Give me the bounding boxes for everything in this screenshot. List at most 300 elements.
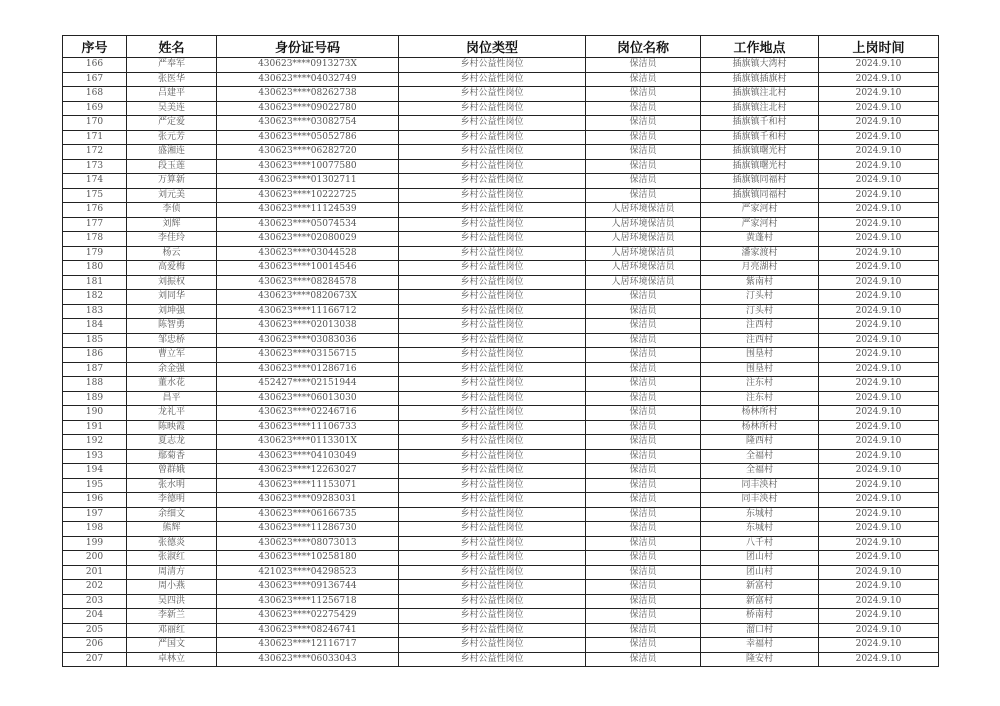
cell-job-title: 保洁员 — [586, 609, 701, 624]
cell-job-title: 保洁员 — [586, 580, 701, 595]
table-row — [63, 261, 939, 276]
cell-work-location: 注东村 — [701, 391, 819, 406]
cell-job-title: 保洁员 — [586, 638, 701, 653]
cell-job-title: 保洁员 — [586, 522, 701, 537]
cell-start-date: 2024.9.10 — [819, 145, 939, 160]
cell-start-date: 2024.9.10 — [819, 449, 939, 464]
cell-name: 曹立军 — [127, 348, 217, 363]
cell-job-title: 人居环境保洁员 — [586, 203, 701, 218]
cell-index: 184 — [63, 319, 127, 334]
header-index: 序号 — [63, 36, 127, 58]
cell-job-title: 保洁员 — [586, 507, 701, 522]
table-row — [63, 217, 939, 232]
cell-id-number: 430623****09022780 — [217, 101, 399, 116]
cell-index: 200 — [63, 551, 127, 566]
cell-job-type: 乡村公益性岗位 — [399, 435, 586, 450]
cell-work-location: 东城村 — [701, 522, 819, 537]
table-row — [63, 522, 939, 537]
cell-name: 周清方 — [127, 565, 217, 580]
cell-job-type: 乡村公益性岗位 — [399, 449, 586, 464]
cell-index: 196 — [63, 493, 127, 508]
header-start-date: 上岗时间 — [819, 36, 939, 58]
cell-work-location: 新富村 — [701, 580, 819, 595]
cell-name: 邓丽红 — [127, 623, 217, 638]
cell-start-date: 2024.9.10 — [819, 290, 939, 305]
cell-id-number: 430623****04032749 — [217, 72, 399, 87]
cell-job-type: 乡村公益性岗位 — [399, 101, 586, 116]
cell-start-date: 2024.9.10 — [819, 116, 939, 131]
cell-work-location: 插旗镇插旗村 — [701, 72, 819, 87]
cell-work-location: 围垦村 — [701, 348, 819, 363]
cell-index: 181 — [63, 275, 127, 290]
cell-job-title: 保洁员 — [586, 159, 701, 174]
cell-index: 168 — [63, 87, 127, 102]
cell-job-type: 乡村公益性岗位 — [399, 130, 586, 145]
cell-id-number: 430623****02275429 — [217, 609, 399, 624]
cell-job-type: 乡村公益性岗位 — [399, 580, 586, 595]
cell-job-type: 乡村公益性岗位 — [399, 623, 586, 638]
cell-index: 198 — [63, 522, 127, 537]
cell-index: 195 — [63, 478, 127, 493]
cell-start-date: 2024.9.10 — [819, 493, 939, 508]
cell-job-title: 保洁员 — [586, 594, 701, 609]
cell-work-location: 插旗镇同福村 — [701, 174, 819, 189]
cell-start-date: 2024.9.10 — [819, 130, 939, 145]
cell-job-title: 保洁员 — [586, 565, 701, 580]
cell-job-title: 人居环境保洁员 — [586, 261, 701, 276]
cell-job-type: 乡村公益性岗位 — [399, 261, 586, 276]
table-row — [63, 130, 939, 145]
cell-id-number: 430623****02246716 — [217, 406, 399, 421]
header-row — [63, 36, 939, 58]
cell-name: 刘元美 — [127, 188, 217, 203]
cell-id-number: 430623****0913273X — [217, 58, 399, 73]
cell-name: 余细文 — [127, 507, 217, 522]
cell-id-number: 430623****12263027 — [217, 464, 399, 479]
cell-start-date: 2024.9.10 — [819, 319, 939, 334]
cell-index: 191 — [63, 420, 127, 435]
cell-job-type: 乡村公益性岗位 — [399, 522, 586, 537]
cell-index: 178 — [63, 232, 127, 247]
table-row — [63, 493, 939, 508]
cell-id-number: 430623****10077580 — [217, 159, 399, 174]
table-row — [63, 188, 939, 203]
cell-index: 182 — [63, 290, 127, 305]
cell-id-number: 430623****04103049 — [217, 449, 399, 464]
cell-work-location: 杨林所村 — [701, 420, 819, 435]
cell-job-title: 保洁员 — [586, 188, 701, 203]
cell-work-location: 插旗镇注北村 — [701, 87, 819, 102]
cell-index: 207 — [63, 652, 127, 667]
cell-name: 万算新 — [127, 174, 217, 189]
cell-job-title: 保洁员 — [586, 101, 701, 116]
cell-start-date: 2024.9.10 — [819, 478, 939, 493]
cell-start-date: 2024.9.10 — [819, 435, 939, 450]
cell-index: 180 — [63, 261, 127, 276]
cell-index: 188 — [63, 377, 127, 392]
cell-id-number: 430623****01286716 — [217, 362, 399, 377]
table-row — [63, 174, 939, 189]
cell-index: 192 — [63, 435, 127, 450]
cell-work-location: 团山村 — [701, 565, 819, 580]
cell-id-number: 430623****11124539 — [217, 203, 399, 218]
cell-index: 186 — [63, 348, 127, 363]
cell-id-number: 430623****08262738 — [217, 87, 399, 102]
table-row — [63, 203, 939, 218]
cell-start-date: 2024.9.10 — [819, 362, 939, 377]
cell-start-date: 2024.9.10 — [819, 174, 939, 189]
cell-id-number: 430623****06166735 — [217, 507, 399, 522]
cell-job-type: 乡村公益性岗位 — [399, 217, 586, 232]
cell-name: 邹忠桥 — [127, 333, 217, 348]
cell-job-type: 乡村公益性岗位 — [399, 536, 586, 551]
cell-job-title: 保洁员 — [586, 464, 701, 479]
cell-index: 199 — [63, 536, 127, 551]
cell-work-location: 幸福村 — [701, 638, 819, 653]
table-row — [63, 594, 939, 609]
cell-index: 174 — [63, 174, 127, 189]
cell-job-type: 乡村公益性岗位 — [399, 203, 586, 218]
table-row — [63, 72, 939, 87]
table-row — [63, 420, 939, 435]
cell-index: 167 — [63, 72, 127, 87]
cell-work-location: 插旗镇曙光村 — [701, 145, 819, 160]
cell-start-date: 2024.9.10 — [819, 638, 939, 653]
cell-name: 陈智勇 — [127, 319, 217, 334]
cell-job-type: 乡村公益性岗位 — [399, 304, 586, 319]
cell-index: 172 — [63, 145, 127, 160]
cell-name: 张医华 — [127, 72, 217, 87]
cell-name: 张德炎 — [127, 536, 217, 551]
cell-job-title: 保洁员 — [586, 391, 701, 406]
cell-job-title: 保洁员 — [586, 449, 701, 464]
cell-work-location: 汀头村 — [701, 304, 819, 319]
table-row — [63, 116, 939, 131]
cell-name: 龙礼平 — [127, 406, 217, 421]
cell-work-location: 插旗镇千和村 — [701, 116, 819, 131]
cell-job-type: 乡村公益性岗位 — [399, 290, 586, 305]
cell-id-number: 430623****01302711 — [217, 174, 399, 189]
cell-start-date: 2024.9.10 — [819, 348, 939, 363]
cell-start-date: 2024.9.10 — [819, 246, 939, 261]
cell-name: 刘辉 — [127, 217, 217, 232]
cell-index: 190 — [63, 406, 127, 421]
table-row — [63, 406, 939, 421]
cell-id-number: 421023****04298523 — [217, 565, 399, 580]
cell-job-type: 乡村公益性岗位 — [399, 594, 586, 609]
cell-start-date: 2024.9.10 — [819, 87, 939, 102]
cell-job-type: 乡村公益性岗位 — [399, 406, 586, 421]
table-row — [63, 232, 939, 247]
cell-name: 刘同华 — [127, 290, 217, 305]
cell-work-location: 同丰泱村 — [701, 493, 819, 508]
cell-id-number: 430623****09283031 — [217, 493, 399, 508]
cell-start-date: 2024.9.10 — [819, 580, 939, 595]
cell-name: 吴美连 — [127, 101, 217, 116]
table-row — [63, 377, 939, 392]
cell-job-type: 乡村公益性岗位 — [399, 87, 586, 102]
table-row — [63, 87, 939, 102]
cell-id-number: 430623****11153071 — [217, 478, 399, 493]
cell-start-date: 2024.9.10 — [819, 594, 939, 609]
cell-name: 夏志龙 — [127, 435, 217, 450]
cell-start-date: 2024.9.10 — [819, 377, 939, 392]
cell-job-type: 乡村公益性岗位 — [399, 652, 586, 667]
cell-work-location: 严家河村 — [701, 203, 819, 218]
cell-job-title: 保洁员 — [586, 72, 701, 87]
cell-id-number: 430623****03082754 — [217, 116, 399, 131]
cell-job-type: 乡村公益性岗位 — [399, 493, 586, 508]
table-row — [63, 101, 939, 116]
cell-id-number: 430623****06033043 — [217, 652, 399, 667]
cell-start-date: 2024.9.10 — [819, 159, 939, 174]
cell-work-location: 插旗镇同福村 — [701, 188, 819, 203]
table-row — [63, 290, 939, 305]
cell-start-date: 2024.9.10 — [819, 623, 939, 638]
cell-start-date: 2024.9.10 — [819, 522, 939, 537]
cell-job-title: 保洁员 — [586, 58, 701, 73]
cell-work-location: 插旗镇曙光村 — [701, 159, 819, 174]
cell-job-type: 乡村公益性岗位 — [399, 319, 586, 334]
cell-start-date: 2024.9.10 — [819, 232, 939, 247]
cell-name: 鄢菊香 — [127, 449, 217, 464]
cell-index: 166 — [63, 58, 127, 73]
cell-job-title: 保洁员 — [586, 623, 701, 638]
cell-id-number: 430623****02013038 — [217, 319, 399, 334]
cell-name: 陈映霞 — [127, 420, 217, 435]
cell-start-date: 2024.9.10 — [819, 652, 939, 667]
cell-id-number: 430623****10258180 — [217, 551, 399, 566]
cell-job-type: 乡村公益性岗位 — [399, 116, 586, 131]
cell-name: 卓林立 — [127, 652, 217, 667]
cell-id-number: 430623****02080029 — [217, 232, 399, 247]
cell-id-number: 430623****03083036 — [217, 333, 399, 348]
cell-job-title: 保洁员 — [586, 87, 701, 102]
cell-id-number: 430623****05074534 — [217, 217, 399, 232]
cell-name: 张水明 — [127, 478, 217, 493]
cell-job-title: 保洁员 — [586, 478, 701, 493]
cell-id-number: 430623****08246741 — [217, 623, 399, 638]
cell-index: 175 — [63, 188, 127, 203]
cell-name: 董水花 — [127, 377, 217, 392]
cell-index: 170 — [63, 116, 127, 131]
cell-name: 段玉莲 — [127, 159, 217, 174]
cell-index: 204 — [63, 609, 127, 624]
cell-job-title: 人居环境保洁员 — [586, 232, 701, 247]
cell-job-type: 乡村公益性岗位 — [399, 232, 586, 247]
cell-job-type: 乡村公益性岗位 — [399, 565, 586, 580]
cell-index: 169 — [63, 101, 127, 116]
cell-id-number: 452427****02151944 — [217, 377, 399, 392]
cell-id-number: 430623****08284578 — [217, 275, 399, 290]
cell-id-number: 430623****10222725 — [217, 188, 399, 203]
cell-job-type: 乡村公益性岗位 — [399, 159, 586, 174]
cell-work-location: 汀头村 — [701, 290, 819, 305]
cell-work-location: 隆安村 — [701, 652, 819, 667]
cell-job-title: 人居环境保洁员 — [586, 275, 701, 290]
cell-job-title: 保洁员 — [586, 377, 701, 392]
cell-job-type: 乡村公益性岗位 — [399, 391, 586, 406]
table-row — [63, 449, 939, 464]
table-row — [63, 623, 939, 638]
cell-work-location: 桥南村 — [701, 609, 819, 624]
cell-start-date: 2024.9.10 — [819, 406, 939, 421]
cell-work-location: 杨林所村 — [701, 406, 819, 421]
cell-job-title: 保洁员 — [586, 304, 701, 319]
cell-name: 熊辉 — [127, 522, 217, 537]
cell-job-type: 乡村公益性岗位 — [399, 507, 586, 522]
table-row — [63, 565, 939, 580]
table-row — [63, 638, 939, 653]
cell-work-location: 溜口村 — [701, 623, 819, 638]
cell-id-number: 430623****03156715 — [217, 348, 399, 363]
cell-index: 203 — [63, 594, 127, 609]
cell-job-type: 乡村公益性岗位 — [399, 420, 586, 435]
cell-name: 张淑红 — [127, 551, 217, 566]
cell-job-title: 保洁员 — [586, 435, 701, 450]
cell-start-date: 2024.9.10 — [819, 188, 939, 203]
cell-work-location: 八千村 — [701, 536, 819, 551]
cell-job-title: 保洁员 — [586, 116, 701, 131]
cell-job-title: 保洁员 — [586, 333, 701, 348]
cell-job-title: 人居环境保洁员 — [586, 246, 701, 261]
table-row — [63, 362, 939, 377]
cell-work-location: 注西村 — [701, 319, 819, 334]
cell-name: 吕建平 — [127, 87, 217, 102]
cell-work-location: 注东村 — [701, 377, 819, 392]
cell-name: 严国文 — [127, 638, 217, 653]
cell-work-location: 东城村 — [701, 507, 819, 522]
header-job-title: 岗位名称 — [586, 36, 701, 58]
cell-name: 周小燕 — [127, 580, 217, 595]
cell-job-title: 保洁员 — [586, 493, 701, 508]
cell-name: 余金强 — [127, 362, 217, 377]
cell-id-number: 430623****06013030 — [217, 391, 399, 406]
cell-start-date: 2024.9.10 — [819, 333, 939, 348]
cell-name: 张元芳 — [127, 130, 217, 145]
table-row — [63, 58, 939, 73]
cell-work-location: 潘家渡村 — [701, 246, 819, 261]
cell-index: 189 — [63, 391, 127, 406]
cell-name: 吴四洪 — [127, 594, 217, 609]
cell-job-type: 乡村公益性岗位 — [399, 246, 586, 261]
cell-index: 187 — [63, 362, 127, 377]
table-body — [63, 58, 939, 667]
cell-start-date: 2024.9.10 — [819, 551, 939, 566]
cell-work-location: 同丰泱村 — [701, 478, 819, 493]
cell-start-date: 2024.9.10 — [819, 391, 939, 406]
cell-job-type: 乡村公益性岗位 — [399, 72, 586, 87]
staff-table — [62, 35, 939, 667]
cell-name: 高爱梅 — [127, 261, 217, 276]
cell-job-type: 乡村公益性岗位 — [399, 58, 586, 73]
cell-index: 202 — [63, 580, 127, 595]
cell-job-title: 人居环境保洁员 — [586, 217, 701, 232]
cell-start-date: 2024.9.10 — [819, 304, 939, 319]
cell-index: 206 — [63, 638, 127, 653]
cell-job-type: 乡村公益性岗位 — [399, 478, 586, 493]
cell-start-date: 2024.9.10 — [819, 217, 939, 232]
cell-work-location: 严家河村 — [701, 217, 819, 232]
cell-job-type: 乡村公益性岗位 — [399, 377, 586, 392]
table-row — [63, 609, 939, 624]
cell-id-number: 430623****11256718 — [217, 594, 399, 609]
cell-index: 185 — [63, 333, 127, 348]
table-row — [63, 275, 939, 290]
cell-work-location: 围垦村 — [701, 362, 819, 377]
table-row — [63, 551, 939, 566]
table-row — [63, 478, 939, 493]
cell-job-title: 保洁员 — [586, 348, 701, 363]
cell-job-title: 保洁员 — [586, 536, 701, 551]
cell-job-title: 保洁员 — [586, 420, 701, 435]
cell-job-type: 乡村公益性岗位 — [399, 348, 586, 363]
cell-index: 176 — [63, 203, 127, 218]
table-row — [63, 319, 939, 334]
cell-start-date: 2024.9.10 — [819, 565, 939, 580]
cell-work-location: 全福村 — [701, 464, 819, 479]
cell-id-number: 430623****0113301X — [217, 435, 399, 450]
cell-work-location: 隆西村 — [701, 435, 819, 450]
cell-job-type: 乡村公益性岗位 — [399, 188, 586, 203]
cell-name: 曾群娥 — [127, 464, 217, 479]
cell-index: 171 — [63, 130, 127, 145]
cell-work-location: 月亮湖村 — [701, 261, 819, 276]
cell-job-title: 保洁员 — [586, 362, 701, 377]
cell-id-number: 430623****09136744 — [217, 580, 399, 595]
cell-index: 177 — [63, 217, 127, 232]
cell-work-location: 黄蓬村 — [701, 232, 819, 247]
cell-start-date: 2024.9.10 — [819, 101, 939, 116]
table-row — [63, 580, 939, 595]
cell-id-number: 430623****12116717 — [217, 638, 399, 653]
cell-name: 刘振权 — [127, 275, 217, 290]
cell-id-number: 430623****11286730 — [217, 522, 399, 537]
cell-start-date: 2024.9.10 — [819, 261, 939, 276]
cell-job-type: 乡村公益性岗位 — [399, 174, 586, 189]
cell-index: 201 — [63, 565, 127, 580]
cell-id-number: 430623****03044528 — [217, 246, 399, 261]
cell-start-date: 2024.9.10 — [819, 464, 939, 479]
cell-job-title: 保洁员 — [586, 130, 701, 145]
header-job-type: 岗位类型 — [399, 36, 586, 58]
cell-index: 194 — [63, 464, 127, 479]
cell-start-date: 2024.9.10 — [819, 72, 939, 87]
cell-job-type: 乡村公益性岗位 — [399, 609, 586, 624]
cell-name: 严奉军 — [127, 58, 217, 73]
cell-job-type: 乡村公益性岗位 — [399, 275, 586, 290]
cell-start-date: 2024.9.10 — [819, 275, 939, 290]
cell-name: 杨云 — [127, 246, 217, 261]
cell-index: 173 — [63, 159, 127, 174]
cell-job-type: 乡村公益性岗位 — [399, 145, 586, 160]
cell-name: 李德明 — [127, 493, 217, 508]
cell-id-number: 430623****0820673X — [217, 290, 399, 305]
table-row — [63, 435, 939, 450]
cell-job-title: 保洁员 — [586, 290, 701, 305]
cell-id-number: 430623****05052786 — [217, 130, 399, 145]
cell-id-number: 430623****08073013 — [217, 536, 399, 551]
cell-name: 刘坤强 — [127, 304, 217, 319]
cell-name: 盛湘连 — [127, 145, 217, 160]
table-row — [63, 304, 939, 319]
cell-work-location: 注西村 — [701, 333, 819, 348]
cell-start-date: 2024.9.10 — [819, 507, 939, 522]
cell-name: 昌平 — [127, 391, 217, 406]
cell-job-title: 保洁员 — [586, 652, 701, 667]
cell-job-title: 保洁员 — [586, 174, 701, 189]
table-row — [63, 159, 939, 174]
